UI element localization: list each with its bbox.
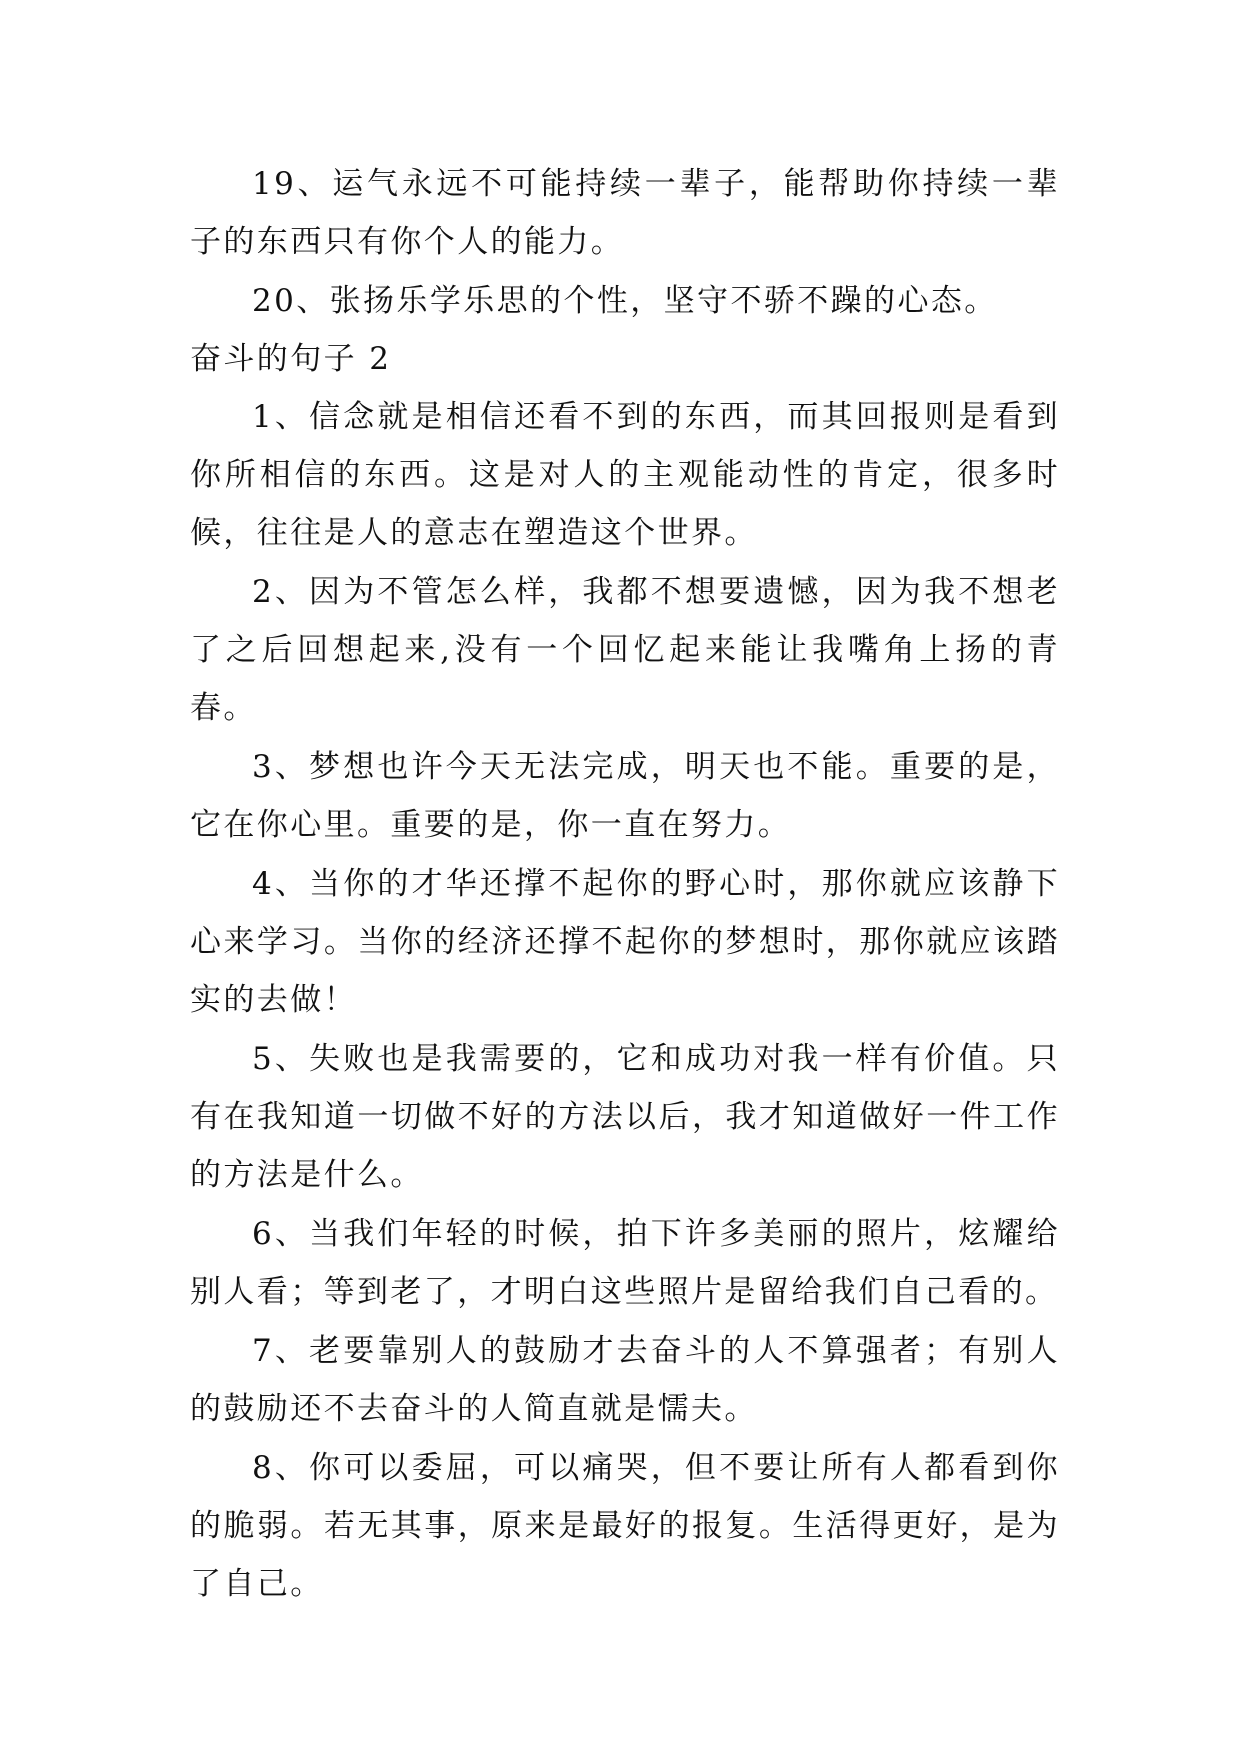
paragraph-8: 8、你可以委屈，可以痛哭，但不要让所有人都看到你的脆弱。若无其事，原来是最好的报复。生活得更好，是为了自己。	[190, 1450, 1060, 1602]
paragraph-7: 7、老要靠别人的鼓励才去奋斗的人不算强者；有别人的鼓励还不去奋斗的人简直就是懦夫。	[190, 1333, 1060, 1427]
paragraph-6: 6、当我们年轻的时候，拍下许多美丽的照片，炫耀给别人看；等到老了，才明白这些照片是留给我们自己看的。	[190, 1216, 1060, 1310]
paragraph-19: 19、运气永远不可能持续一辈子，能帮助你持续一辈子的东西只有你个人的能力。	[190, 166, 1060, 260]
paragraph-2: 2、因为不管怎么样，我都不想要遗憾，因为我不想老了之后回想起来,没有一个回忆起来能让我嘴角上扬的青春。	[190, 574, 1060, 726]
document-body	[190, 155, 1060, 1613]
paragraph-5: 5、失败也是我需要的，它和成功对我一样有价值。只有在我知道一切做不好的方法以后，我才知道做好一件工作的方法是什么。	[190, 1041, 1060, 1193]
section-heading: 奋斗的句子 2	[190, 341, 392, 377]
paragraph-1: 1、信念就是相信还看不到的东西，而其回报则是看到你所相信的东西。这是对人的主观能动性的肯定，很多时候，往往是人的意志在塑造这个世界。	[190, 399, 1060, 551]
paragraph-20: 20、张扬乐学乐思的个性，坚守不骄不躁的心态。	[252, 283, 998, 319]
paragraph-4: 4、当你的才华还撑不起你的野心时，那你就应该静下心来学习。当你的经济还撑不起你的梦想时，那你就应该踏实的去做！	[190, 866, 1060, 1018]
paragraph-3: 3、梦想也许今天无法完成，明天也不能。重要的是，它在你心里。重要的是，你一直在努力。	[190, 749, 1060, 843]
